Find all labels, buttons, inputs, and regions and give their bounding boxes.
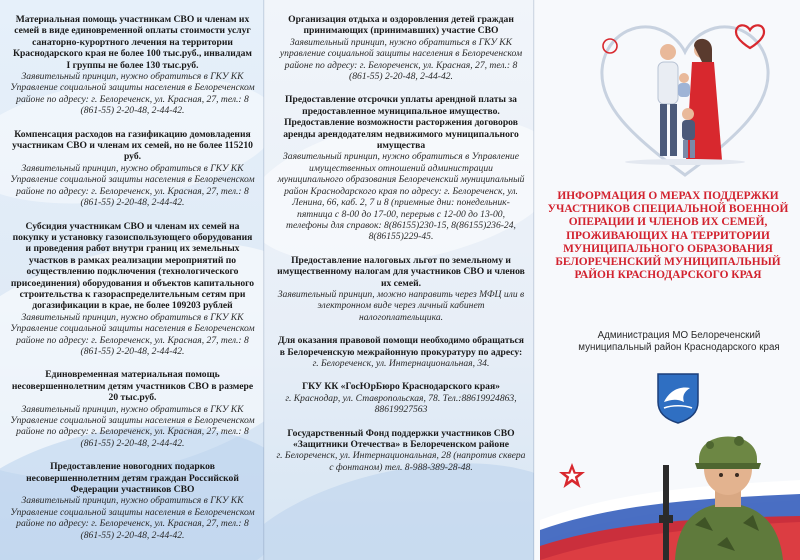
fold-line — [263, 0, 265, 560]
support-item-title: ГКУ КК «ГосЮрБюро Краснодарского края» — [302, 381, 500, 393]
support-item-title: Предоставление новогодних подарков несовершеннолетним детям граждан Российской Федерации участников СВО — [26, 461, 239, 496]
support-item — [276, 428, 526, 474]
support-item — [276, 335, 526, 369]
support-item-details: Заявительный принцип, нужно обратиться в ГКУ КК Управление социальной защиты населения в Белореченском районе по адресу: г. Белореченск, ул. Красная, 27, тел.: 8 (861-55) 2-20-48, 2-44-42. — [10, 403, 255, 449]
administration-label: Администрация МО Белореченский муниципальный район Краснодарского края — [578, 330, 780, 353]
support-item-title: Предоставление налоговых льгот по земельному и имущественному налогам для участников СВО и членов их семей. — [277, 254, 525, 289]
support-item — [276, 94, 526, 242]
support-item-title: Субсидия участникам СВО и членам их семей на покупку и установку газоиспользующего оборудования и проведения работ внутри границ их земельных участков в рамках реализации мероприятий по осуществлению подключения (технологического присоединения) оборудования и объектов капитального строительства к газораспределительным сетям при догазификации в крае, не более 109203 рублей — [10, 220, 255, 312]
support-item — [10, 221, 255, 358]
support-item — [276, 381, 526, 415]
family-illustration — [590, 10, 780, 186]
support-item-details: Заявительный принцип, нужно обратиться в ГКУ КК управление социальной защиты населения в Белореченском районе по адресу: г. Белореченск, ул. Красная, 27, тел.: 8 (861-55) 2-20-48, 2-44-42. — [279, 36, 523, 83]
fold-line — [533, 0, 535, 560]
support-item — [10, 461, 255, 541]
support-item-details: г. Краснодар, ул. Ставропольская, 78. Тел.:88619924863, 88619927563 — [285, 392, 517, 416]
support-item-details: г. Белореченск, ул. Интернациональная, 34. — [312, 357, 490, 369]
support-item — [276, 14, 526, 82]
support-item — [10, 129, 255, 209]
support-item-title: Предоставление отсрочки уплаты арендной платы за предоставленное муниципальное имущество. Предоставление возможности расторжения договоров аренды арендодателям недвижимого муниципального имущества — [283, 94, 519, 152]
star-icon — [558, 462, 586, 490]
support-item-title: Единовременная материальная помощь несовершеннолетним детям участников СВО в размере 20 тыс.руб. — [11, 369, 254, 404]
support-item-details: Заявительный принцип, нужно обратиться в ГКУ КК Управление социальной защиты населения в Белореченском районе по адресу: г. Белореченск, ул. Красная, 27, тел.: 8 (861-55) 2-20-48, 2-44-42. — [10, 71, 255, 117]
left-column — [10, 14, 255, 553]
support-item-details: Заявительный принцип, можно направить через МФЦ или в электронном виде через личный кабинет налогоплательщика. — [277, 288, 525, 323]
support-item-details: Заявительный принцип, нужно обратиться в ГКУ КК Управление социальной защиты населения в Белореченском районе по адресу: г. Белореченск, ул. Красная, 27, тел.: 8 (861-55) 2-20-48, 2-44-42. — [10, 162, 255, 209]
cover-title: ИНФОРМАЦИЯ О МЕРАХ ПОДДЕРЖКИ УЧАСТНИКОВ СПЕЦИАЛЬНОЙ ВОЕННОЙ ОПЕРАЦИИ И ЧЛЕНОВ ИХ СЕМЕЙ, ПРОЖИВАЮЩИХ НА ТЕРРИТОРИИ МУНИЦИПАЛЬНОГО ОБРАЗОВАНИЯ БЕЛОРЕЧЕНСКИЙ МУНИЦИПАЛЬНЫЙ РАЙОН КРАСНОДАРСКОГО КРАЯ — [547, 190, 789, 282]
middle-column — [276, 14, 526, 485]
support-item-title: Организация отдыха и оздоровления детей граждан принимающих (принимавших) участие СВО — [288, 14, 514, 37]
support-item-title: Материальная помощь участникам СВО и членам их семей в виде единовременной оплаты стоимости услуг санаторно-курортного лечения на территории Краснодарского края не более 100 тыс.руб., инвалидам I группы не более 130 тыс.руб. — [13, 14, 252, 71]
support-item — [276, 255, 526, 323]
support-item-details: Заявительный принцип, нужно обратиться в ГКУ КК Управление социальной защиты населения в Белореченском районе по адресу: г. Белореченск, ул. Красная, 27, тел.: 8 (861-55) 2-20-48, 2-44-42. — [10, 311, 255, 357]
soldier-illustration — [655, 405, 800, 560]
support-item-title: Компенсация расходов на газификацию домовладения участникам СВО и членам их семей, но не более 115210 руб. — [12, 128, 253, 163]
support-item-title: Государственный Фонд поддержки участников СВО «Защитники Отечества» в Белореченском районе — [287, 427, 515, 450]
support-item — [10, 14, 255, 117]
support-item-title: Для оказания правовой помощи необходимо обращаться в Белореченскую межрайонную прокуратуру по адресу: — [278, 335, 524, 358]
support-item-details: г. Белореченск, ул. Интернациональная, 28 (напротив сквера с фонтаном) тел. 8-988-389-28-48. — [276, 450, 526, 473]
support-item-details: Заявительный принцип, нужно обратиться в ГКУ КК Управление социальной защиты населения в Белореченском районе по адресу: г. Белореченск, ул. Красная, 27, тел.: 8 (861-55) 2-20-48, 2-44-42. — [10, 495, 255, 541]
support-item-details: Заявительный принцип, нужно обратиться в Управление имущественных отношений администрации муниципального образования Белореченский муниципальный район Краснодарского края по адресу: г. Белореченск, ул. Ленина, 66, каб. 2, 7 и 8 (приемные дни: понедельник-пятница с 8-00 до 17-00, перерыв с 12-00 до 13-00, телефоны для справок: 8(86155)230-15, 8(86155)236-24, 8(86155)229-45. — [277, 151, 525, 243]
support-item — [10, 369, 255, 449]
